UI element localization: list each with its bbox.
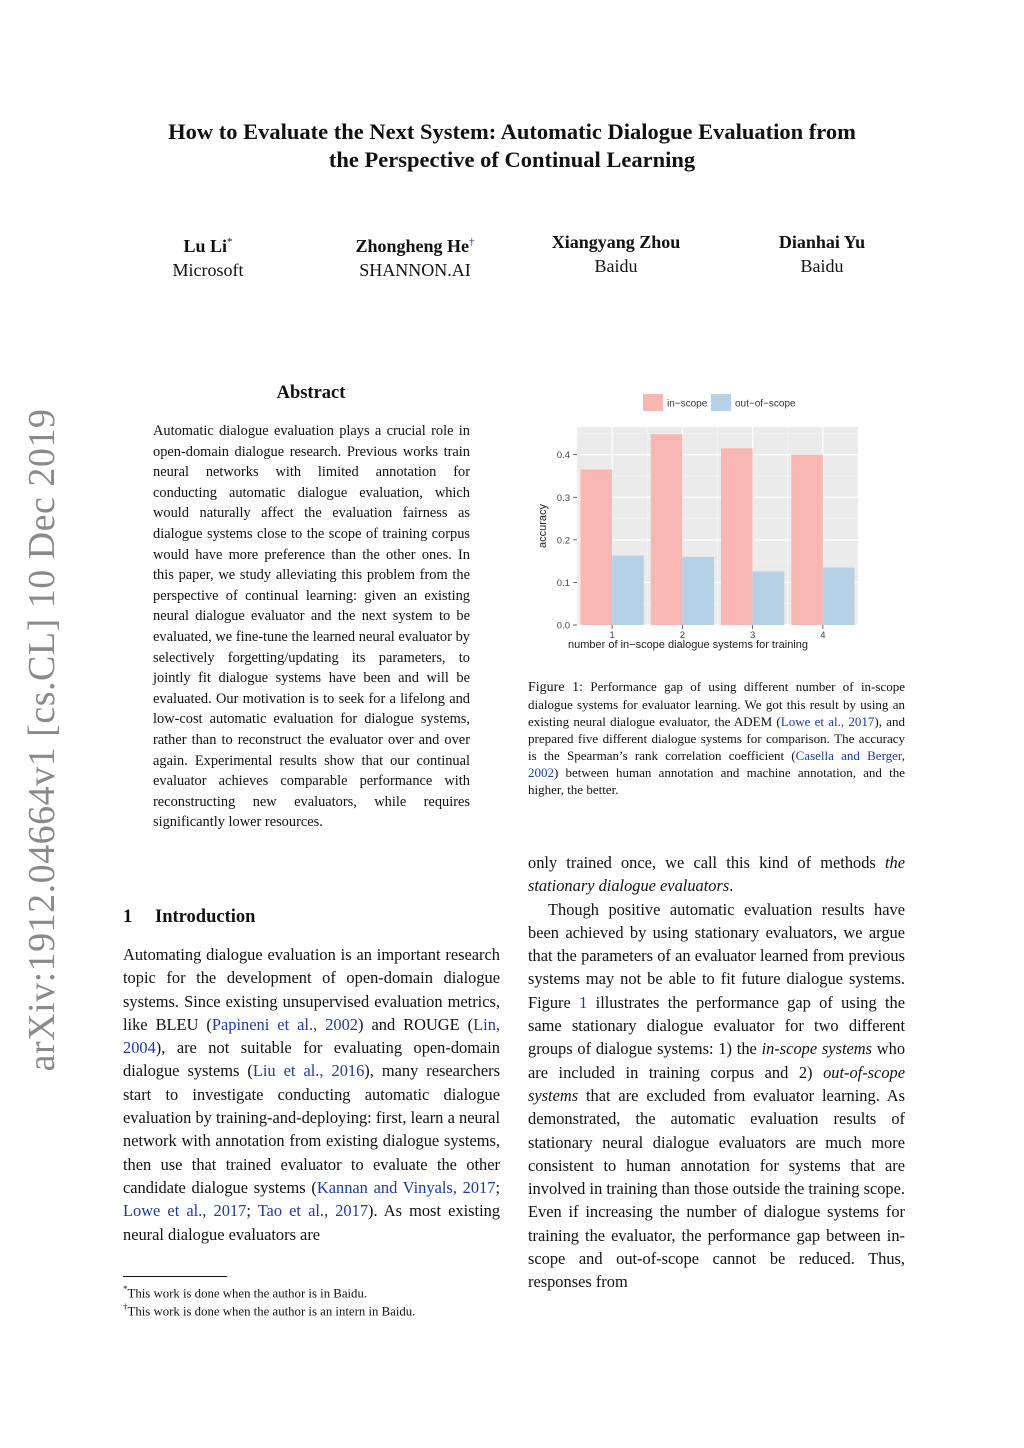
author-name: Zhongheng He [355, 236, 470, 256]
legend-swatch-in-scope [643, 394, 663, 411]
x-tick-label: 1 [609, 630, 615, 641]
citation-link[interactable]: Lowe et al., 2017 [780, 714, 875, 729]
legend-swatch-out-of-scope [711, 394, 731, 411]
x-tick-label: 3 [749, 630, 756, 641]
bar-in-scope [651, 434, 683, 625]
footnote-rule [123, 1276, 227, 1277]
paper-title [100, 118, 924, 174]
y-tick-label: 0.1 [556, 577, 570, 589]
footnote-text: This work is done when the author is in Baidu. [127, 1286, 368, 1301]
section-heading [123, 907, 255, 928]
y-tick-label: 0.0 [556, 620, 570, 632]
citation-link[interactable]: Casella and Berger [795, 748, 902, 763]
author-name: Dianhai Yu [778, 232, 866, 252]
title-line-1: How to Evaluate the Next System: Automatic Dialogue Evaluation from [168, 119, 856, 144]
right-column-text [528, 851, 905, 1294]
y-tick-label: 0.4 [556, 450, 570, 462]
bar-out-of-scope [682, 557, 714, 625]
legend-label: in−scope [667, 398, 708, 410]
section-number: 1 [123, 907, 133, 927]
abstract-heading: Abstract [276, 383, 346, 403]
y-tick-label: 0.3 [556, 492, 570, 504]
bar-out-of-scope [612, 556, 644, 625]
citation-link[interactable]: Tao et al., 2017 [257, 1201, 369, 1221]
figure-label: Figure 1: [528, 680, 584, 695]
author-3 [530, 230, 702, 278]
author-mark[interactable]: † [469, 236, 475, 248]
author-affiliation: Baidu [800, 256, 844, 276]
intro-left-column [123, 943, 500, 1246]
author-1 [148, 230, 268, 282]
arxiv-id-text: arXiv:1912.04664v1 [cs.CL] 10 Dec 2019 [21, 408, 63, 1072]
author-name: Xiangyang Zhou [551, 232, 681, 252]
author-name: Lu Li [183, 236, 228, 256]
author-4 [758, 230, 886, 278]
author-mark: * [227, 236, 233, 248]
figure-reference-link[interactable]: 1 [579, 992, 588, 1012]
figure-1-chart [528, 385, 904, 660]
author-2 [330, 230, 500, 282]
abstract-text: Automatic dialogue evaluation plays a crucial role in open-domain dialogue research. Previous works train neural networks with limited annotation for conducting automatic dialogue evaluation, which would naturally affect the evaluation fairness as dialogue systems close to the scope of training corpus would have more preference than the other ones. In this paper, we study alleviating this problem from the perspective of continual learning: given an existing neural dialogue evaluator and the next system to be evaluated, we fine-tune the learned neural evaluator by selectively forgetting/updating its parameters, to jointly fit dialogue systems have been and will be evaluated. Our motivation is to seek for a lifelong and low-cost automatic evaluation for dialogue systems, rather than to reconstruct the evaluator over and over again. Experimental results show that our continual evaluator achieves comparable performance with reconstructing new evaluators, while requires significantly lower resources. [153, 423, 470, 831]
bar-out-of-scope [753, 571, 785, 625]
footnote-2 [123, 1299, 503, 1320]
footnote-mark: † [123, 1302, 128, 1312]
paragraph: only trained once, we call this kind of methods the stationary dialogue evaluators. [528, 853, 905, 896]
citation-link[interactable]: Lowe et al., 2017 [123, 1201, 247, 1221]
bar-in-scope [581, 470, 613, 625]
bar-in-scope [721, 448, 753, 625]
author-affiliation: SHANNON.AI [359, 260, 471, 280]
y-axis-title: accuracy [537, 503, 549, 549]
bar-chart [528, 385, 904, 660]
y-tick-label: 0.2 [556, 535, 570, 547]
citation-link[interactable]: Liu et al., 2016 [252, 1061, 365, 1081]
bar-in-scope [791, 455, 823, 625]
x-tick-label: 2 [679, 630, 686, 641]
footnote-text: This work is done when the author is an intern in Baidu. [127, 1304, 416, 1319]
x-tick-label: 4 [820, 630, 826, 641]
bar-out-of-scope [823, 568, 855, 625]
title-line-2: the Perspective of Continual Learning [328, 147, 696, 172]
citation-link[interactable]: 2002 [528, 765, 554, 780]
paragraph: Though positive automatic evaluation results have been achieved by using stationary evaluators, we argue that the parameters of an evaluator learned from previous systems may not be able to fit future dialogue systems. Figure 1 illustrates the performance gap of using the same stationary dialogue evaluator for two different groups of dialogue systems: 1) the in-scope systems who are included in training corpus and 2) out-of-scope systems that are excluded from evaluator learning. As demonstrated, the automatic evaluation results of stationary neural dialogue evaluators are much more consistent to human annotation for systems that are involved in training than those outside the training scope. Even if increasing the number of dialogue systems for training the evaluator, the performance gap between in-scope and out-of-scope cannot be reduced. Thus, responses from [528, 899, 906, 1292]
author-affiliation: Microsoft [172, 260, 244, 280]
x-axis-title: number of in−scope dialogue systems for training [568, 639, 808, 651]
citation-link[interactable]: Papineni et al., 2002 [211, 1014, 358, 1034]
legend-label: out−of−scope [735, 398, 796, 410]
author-affiliation: Baidu [594, 256, 638, 276]
footnote-mark: * [123, 1284, 128, 1294]
citation-link[interactable]: Lin, 2004 [123, 1014, 500, 1058]
citation-link[interactable]: Kannan and Vinyals, 2017 [316, 1177, 496, 1197]
intro-paragraph: Automating dialogue evaluation is an important research topic for the development of open-domain dialogue systems. Since existing unsupervised evaluation metrics, like BLEU (Papineni et al., 2002) and ROUGE (Lin, 2004), are not suitable for evaluating open-domain dialogue systems (Liu et al., 2016), many researchers start to investigate conducting automatic dialogue evaluation by training-and-deploying: first, learn a neural network with annotation from existing dialogue systems, then use that trained evaluator to evaluate the other candidate dialogue systems (Kannan and Vinyals, 2017; Lowe et al., 2017; Tao et al., 2017). As most existing neural dialogue evaluators are [123, 945, 501, 1244]
figure-caption: Figure 1: Performance gap of using different number of in-scope dialogue systems for evaluator learning. We got this result by using an existing neural dialogue evaluator, the ADEM (Lowe et al., 2017), and prepared five different dialogue systems for comparison. The accuracy is the Spearman’s rank correlation coefficient (Casella and Berger, 2002) between human annotation and machine annotation, and the higher, the better. [528, 679, 905, 797]
section-title: Introduction [155, 907, 256, 927]
